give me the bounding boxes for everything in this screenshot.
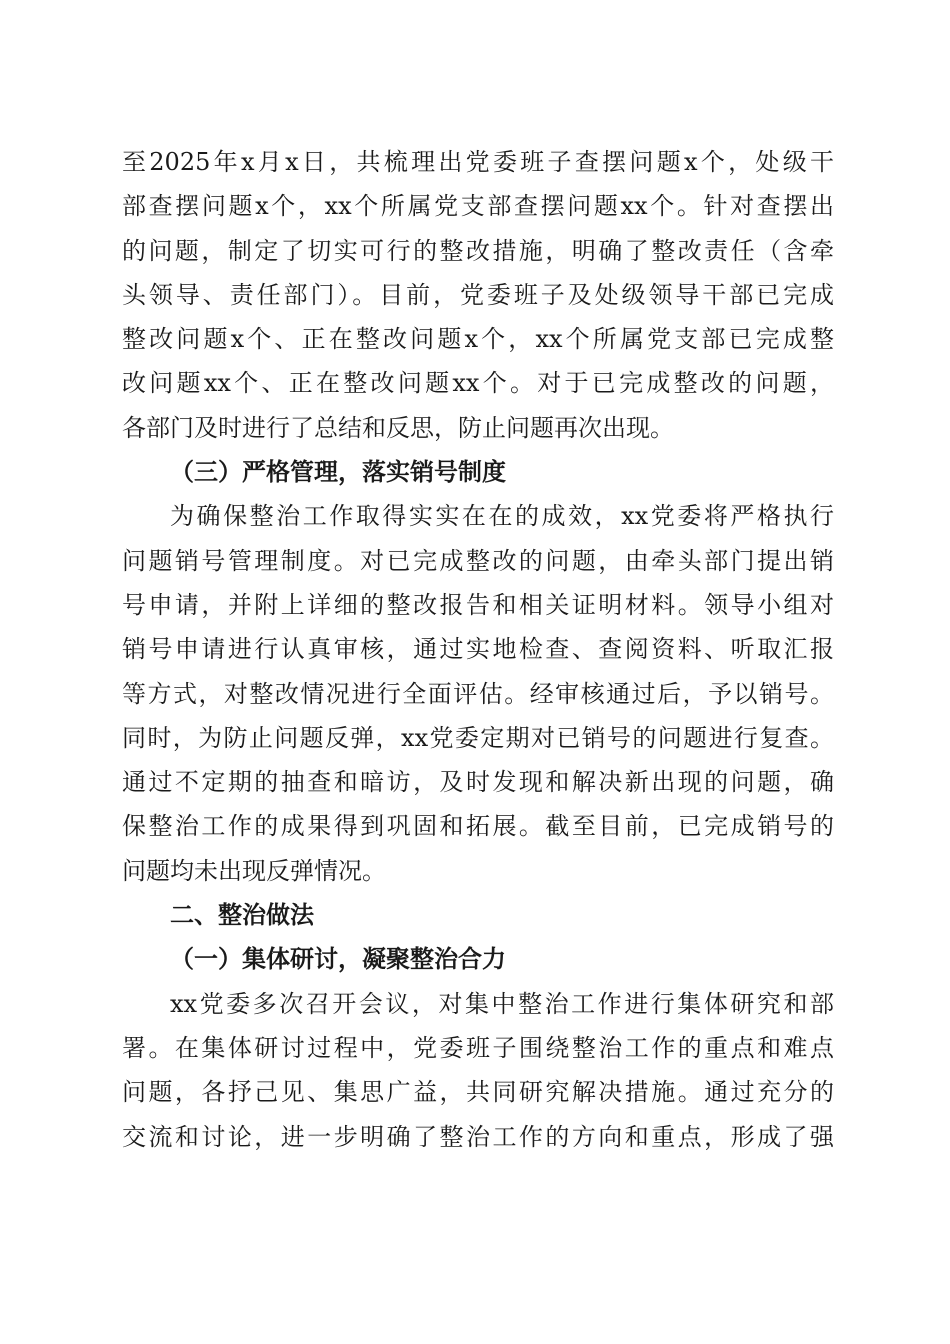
text-line: 交流和讨论，进一步明确了整治工作的方向和重点，形成了强 bbox=[122, 1122, 834, 1151]
text-line: 署。在集体研讨过程中，党委班子围绕整治工作的重点和难点 bbox=[122, 1033, 834, 1062]
section-heading: （三）严格管理，落实销号制度 bbox=[170, 457, 506, 487]
text-line: 为确保整治工作取得实实在在的成效，xx党委将严格执行 bbox=[170, 502, 834, 531]
text-line: 保整治工作的成果得到巩固和拓展。截至目前，已完成销号的 bbox=[122, 812, 834, 841]
text-line: 头领导、责任部门）。目前，党委班子及处级领导干部已完成 bbox=[122, 280, 834, 309]
text-line: 的问题，制定了切实可行的整改措施，明确了整改责任（含牵 bbox=[122, 236, 834, 265]
text-line: 问题，各抒己见、集思广益，共同研究解决措施。通过充分的 bbox=[122, 1078, 834, 1107]
text-line: xx党委多次召开会议，对集中整治工作进行集体研究和部 bbox=[170, 989, 834, 1018]
text-line: 改问题xx个、正在整改问题xx个。对于已完成整改的问题， bbox=[122, 369, 834, 398]
text-line: 同时，为防止问题反弹，xx党委定期对已销号的问题进行复查。 bbox=[122, 723, 834, 752]
section-heading: （一）集体研讨，凝聚整治合力 bbox=[170, 944, 506, 974]
text-line: 至2025年x月x日，共梳理出党委班子查摆问题x个，处级干 bbox=[122, 148, 834, 176]
text-line: 等方式，对整改情况进行全面评估。经审核通过后，予以销号。 bbox=[122, 679, 834, 708]
chapter-heading: 二、整治做法 bbox=[170, 901, 314, 930]
text-line: 销号申请进行认真审核，通过实地检查、查阅资料、听取汇报 bbox=[122, 635, 834, 664]
text-line: 问题均未出现反弹情况。 bbox=[122, 856, 386, 885]
document-body bbox=[122, 140, 834, 1159]
text-line: 号申请，并附上详细的整改报告和相关证明材料。领导小组对 bbox=[122, 590, 834, 619]
text-line: 部查摆问题x个，xx个所属党支部查摆问题xx个。针对查摆出 bbox=[122, 192, 834, 221]
text-line: 各部门及时进行了总结和反思，防止问题再次出现。 bbox=[122, 413, 674, 442]
text-line: 整改问题x个、正在整改问题x个，xx个所属党支部已完成整 bbox=[122, 325, 834, 354]
text-line: 问题销号管理制度。对已完成整改的问题，由牵头部门提出销 bbox=[122, 546, 834, 575]
text-line: 通过不定期的抽查和暗访，及时发现和解决新出现的问题，确 bbox=[122, 768, 834, 797]
